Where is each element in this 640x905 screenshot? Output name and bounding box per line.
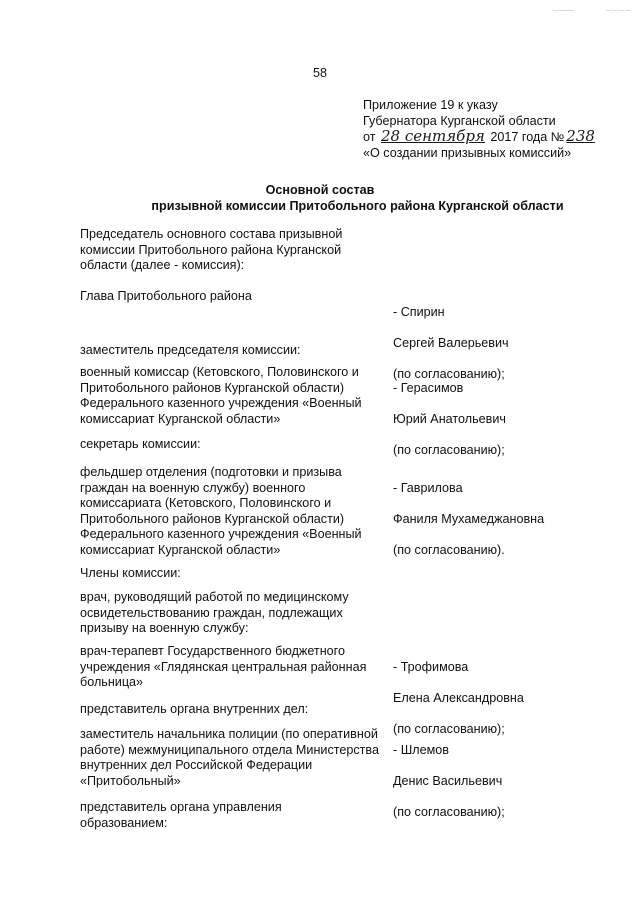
position-line: граждан на военную службу) военного [80,480,306,495]
member-position [80,289,390,305]
appendix-line-1: Приложение 19 к указу [363,98,498,112]
intro-line: комиссии Притобольного района Курганской [80,242,342,257]
document-title [0,183,640,214]
appendix-date-suffix: 2017 года № [490,130,565,145]
person-note: (по согласованию); [393,804,505,819]
person-surname: - Шлемов [393,742,449,757]
member-person [393,365,633,474]
position-line: военный комиссар (Кетовского, Половинского и [80,365,359,379]
member-person [393,727,633,836]
title-line-1: Основной состав [265,183,375,197]
label-line: представитель органа управления [80,800,282,814]
person-note: (по согласованию); [393,721,505,736]
position-line: Глава Притобольного района [80,289,252,303]
person-surname: - Гаврилова [393,480,463,495]
position-line: работе) межмуниципального отдела Министерства [80,742,379,757]
appendix-line-4: «О создании призывных комиссий» [363,145,572,160]
person-name: Денис Васильевич [393,773,503,788]
appendix-date-line [363,129,623,146]
position-line: комиссариат Курганской области» [80,411,281,426]
position-line: комиссариата (Кетовского, Половинского и [80,496,332,511]
person-name: Елена Александровна [393,690,524,705]
person-name: Сергей Валерьевич [393,335,509,350]
position-line: Федерального казенного учреждения «Военный [80,527,362,542]
label-line: образованием: [80,815,168,830]
intro-line: Председатель основного состава призывной [80,227,343,241]
member-position [80,644,390,691]
education-label [80,800,400,831]
handwritten-number: 238 [566,127,595,146]
person-name: Фаниля Мухамеджановна [393,511,545,526]
person-note: (по согласованию); [393,442,505,457]
secretary-label: секретарь комиссии: [80,437,201,451]
position-line: учреждения «Глядянская центральная районная [80,659,367,674]
label-line: врач, руководящий работой по медицинскому [80,590,349,604]
position-line: комиссариат Курганской области» [80,542,281,557]
position-line: врач-терапевт Государственного бюджетного [80,644,345,658]
intro-line: области (далее - комиссия): [80,258,245,273]
header-stamp-left: — ——— [553,8,575,14]
police-label: представитель органа внутренних дел: [80,702,309,716]
person-surname: - Спирин [393,304,445,319]
title-line-2: призывной комиссии Притобольного района Курганской области [151,198,564,213]
label-line: призыву на военную службу: [80,621,249,636]
position-line: фельдшер отделения (подготовки и призыва [80,465,342,479]
deputy-label: заместитель председателя комиссии: [80,343,301,357]
handwritten-date: 28 сентября [381,127,485,146]
person-note: (по согласованию). [393,542,505,557]
person-surname: - Трофимова [393,659,469,674]
chairman-heading [80,227,380,274]
position-line: Притобольного районов Курганской области) [80,380,345,395]
person-surname: - Герасимов [393,380,464,395]
person-name: Юрий Анатольевич [393,411,506,426]
position-line: Притобольного районов Курганской области) [80,511,345,526]
member-person [393,465,633,574]
position-line: Федерального казенного учреждения «Военный [80,396,362,411]
label-line: освидетельствованию граждан, подлежащих [80,605,343,620]
person-note: (по согласованию); [393,366,505,381]
members-label: Члены комиссии: [80,566,181,580]
position-line: больница» [80,675,144,690]
position-line: внутренних дел Российской Федерации [80,758,313,773]
appendix-block [363,98,623,161]
doctor-role-label [80,590,400,637]
appendix-line-2: Губернатора Курганской области [363,113,556,128]
header-stamp-right: — — — — [606,8,631,14]
position-line: «Притобольный» [80,773,181,788]
appendix-date-prefix: от [363,130,376,145]
position-line: заместитель начальника полиции (по оперативной [80,727,378,741]
page-number: 58 [312,66,327,80]
member-position [80,365,390,427]
member-position [80,727,390,789]
member-position [80,465,390,559]
